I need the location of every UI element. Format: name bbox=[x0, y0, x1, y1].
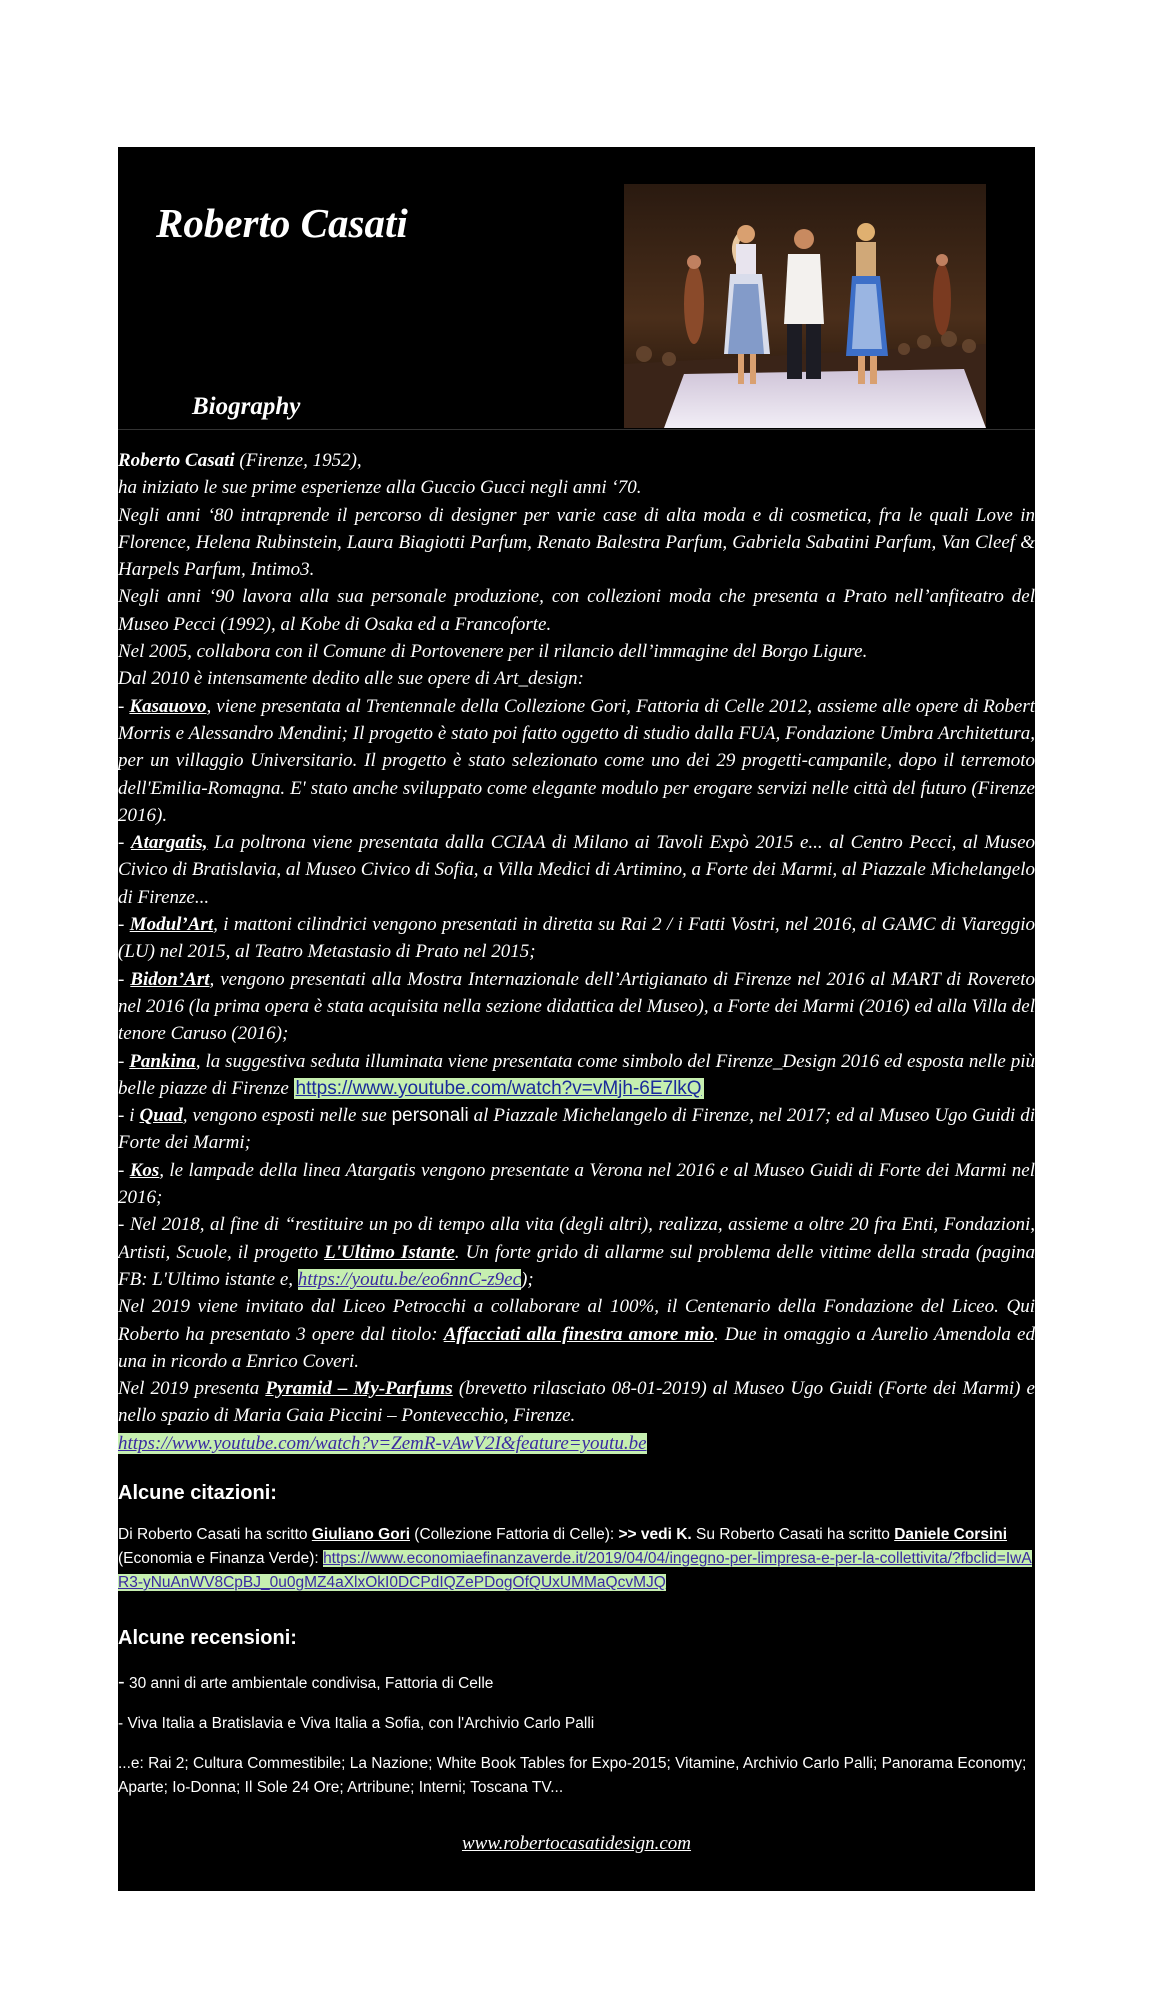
cite-text: Su Roberto Casati ha scritto bbox=[691, 1526, 895, 1543]
work-text: , i mattoni cilindrici vengono presentati in diretta su Rai 2 / i Fatti Vostri, nel 2016, al GAMC di Viareggio (LU) nel 2015, al Teatro Metastasio di Prato nel 2015; bbox=[118, 914, 1035, 963]
review-item: - Viva Italia a Bratislavia e Viva Italia a Sofia, con l'Archivio Carlo Palli bbox=[118, 1715, 595, 1732]
header bbox=[118, 147, 1035, 429]
citazioni-section bbox=[118, 1482, 1035, 1595]
cite-text: (Collezione Fattoria di Celle): bbox=[410, 1526, 619, 1543]
review-text: 30 anni di arte ambientale condivisa, Fattoria di Celle bbox=[124, 1675, 494, 1692]
biography-text bbox=[118, 447, 1035, 1457]
work-text: Nel 2019 presenta bbox=[118, 1378, 266, 1400]
youtube-link[interactable]: https://www.youtube.com/watch?v=ZemR-vAwV2I&feature=youtu.be bbox=[118, 1432, 647, 1454]
review-dash: - bbox=[118, 1671, 125, 1693]
work-title-link[interactable]: Pyramid – My-Parfums bbox=[265, 1378, 453, 1400]
work-title-link[interactable]: Kos bbox=[129, 1159, 160, 1181]
work-text: al Piazzale Michelangelo di Firenze, nel 2017; ed al Museo Ugo Guidi di Forte dei Marmi; bbox=[118, 1105, 1035, 1154]
section-heading: Biography bbox=[192, 393, 301, 420]
work-text: , la suggestiva seduta illuminata viene presentata come simbolo del Firenze_Design 2016 ed esposta nelle più belle piazze di Firenze bbox=[118, 1050, 1035, 1099]
work-ultimo-istante bbox=[118, 1211, 1035, 1293]
gori-link[interactable]: Giuliano Gori bbox=[311, 1526, 410, 1543]
recensioni-heading: Alcune recensioni: bbox=[118, 1627, 297, 1649]
work-modulart: - Modul’Art, i mattoni cilindrici vengono presentati in diretta su Rai 2 / i Fatti Vostri, nel 2016, al GAMC di Viareggio (LU) nel 2015, al Teatro Metastasio di Prato nel 2015; bbox=[118, 914, 1035, 963]
review-item bbox=[118, 1670, 1035, 1696]
work-pankina: - Pankina, la suggestiva seduta illuminata viene presentata come simbolo del Firenze_Design 2016 ed esposta nelle più belle piazze di Firenze https://www.youtube.com/watch?v=vMjh-6E7lkQ bbox=[118, 1050, 1035, 1099]
work-title-link[interactable]: Pankina bbox=[129, 1050, 196, 1072]
citazioni-text bbox=[118, 1523, 1035, 1595]
page-title: Roberto Casati bbox=[156, 200, 408, 246]
work-pyramid bbox=[118, 1375, 1035, 1430]
youtube-link[interactable]: https://www.youtube.com/watch?v=vMjh-6E7lkQ bbox=[295, 1077, 702, 1099]
review-item: ...e: Rai 2; Cultura Commestibile; La Nazione; White Book Tables for Expo-2015; Vitamine, Archivio Carlo Palli; Panorama Economy; Aparte; Io-Donna; Il Sole 24 Ore; Artribune; Interni; Toscana TV... bbox=[118, 1755, 1027, 1796]
vedi-link[interactable]: >> vedi K. bbox=[618, 1526, 692, 1543]
work-text: , viene presentata al Trentennale della Collezione Gori, Fattoria di Celle 2012, assieme alle opere di Robert Morris e Alessandro Mendini; Il progetto è stato poi fatto oggetto di studio dalla FUA, Fondazione Umbra Architettura, per un villaggio Universitario. Il progetto è stato selezionato come uno dei 29 progetti-campanile, dopo il terremoto dell'Emilia-Romagna. E' stato anche sviluppato come elegante modulo per erogare servizi nelle città del futuro (Firenze 2016). bbox=[118, 695, 1035, 826]
work-bidonart: - Bidon’Art, vengono presentati alla Mostra Internazionale dell’Artigianato di Firenze nel 2016 al MART di Rovereto nel 2016 (la prima opera è stata acquisita nella sezione didattica del Museo), a Forte dei Marmi (2016) ed alla Villa del tenore Caruso (2016); bbox=[118, 968, 1036, 1045]
website-link[interactable]: www.robertocasatidesign.com bbox=[461, 1833, 692, 1854]
work-text: , vengono presentati alla Mostra Internazionale dell’Artigianato di Firenze nel 2016 al MART di Rovereto nel 2016 (la prima opera è stata acquisita nella sezione didattica del Museo), a Forte dei Marmi (2016) ed alla Villa del tenore Caruso (2016); bbox=[118, 968, 1036, 1045]
runway-photo bbox=[624, 184, 986, 428]
bio-line bbox=[118, 447, 1035, 474]
divider bbox=[118, 429, 1035, 430]
bio-line: Dal 2010 è intensamente dedito alle sue opere di Art_design: bbox=[118, 668, 584, 690]
work-text: , le lampade della linea Atargatis vengono presentate a Verona nel 2016 e al Museo Guidi di Forte dei Marmi nel 2016; bbox=[118, 1159, 1036, 1209]
article-link[interactable]: https://www.economiaefinanzaverde.it/2019/04/04/ingegno-per-limpresa-e-per-la-collettivita/?fbclid=IwAR3-yNuAnWV8CpBJ_0u0gMZ4aXlxOkI0DCPdIQZePDogOfQUxUMMaQcvMJQ bbox=[118, 1550, 1032, 1591]
work-text: - Nel 2018, al fine di “restituire un po di tempo alla vita (degli altri), realizza, assieme a oltre 20 fra Enti, Fondazioni, Artisti, Scuole, il progetto bbox=[118, 1214, 1035, 1263]
work-title-link[interactable]: Kasauovo bbox=[129, 695, 207, 717]
cite-text: (Economia e Finanza Verde): bbox=[118, 1550, 324, 1567]
youtube-link[interactable]: https://youtu.be/eo6nnC-z9ec bbox=[297, 1268, 522, 1290]
work-title-link[interactable]: Atargatis, bbox=[130, 832, 208, 854]
work-text: . Due in omaggio a Aurelio Amendola ed una in ricordo a Enrico Coveri. bbox=[118, 1323, 1035, 1372]
work-text: , vengono esposti nelle sue bbox=[182, 1105, 392, 1127]
work-kos: - Kos, le lampade della linea Atargatis vengono presentate a Verona nel 2016 e al Museo Guidi di Forte dei Marmi nel 2016; bbox=[118, 1159, 1036, 1209]
work-liceo bbox=[118, 1293, 1035, 1375]
work-pyramid-link-line bbox=[118, 1430, 1035, 1457]
bio-line: Negli anni ‘90 lavora alla sua personale produzione, con collezioni moda che presenta a Prato nell’anfiteatro del Museo Pecci (1992), al Kobe di Osaka ed a Francoforte. bbox=[118, 586, 1035, 635]
recensioni-section bbox=[118, 1627, 1035, 1800]
bio-line: Negli anni ‘80 intraprende il percorso di designer per varie case di alta moda e di cosmetica, fra le quali Love in Florence, Helena Rubinstein, Laura Biagiotti Parfum, Renato Balestra Parfum, Gabriela Sabatini Parfum, Van Cleef & Harpels Parfum, Intimo3. bbox=[118, 504, 1035, 581]
work-prefix: - i bbox=[118, 1105, 140, 1127]
work-text: ); bbox=[521, 1268, 534, 1290]
biography-page bbox=[118, 147, 1035, 1891]
work-atargatis: - Atargatis, La poltrona viene presentata dalla CCIAA di Milano ai Tavoli Expò 2015 e... al Centro Pecci, al Museo Civico di Bratislavia, al Museo Civico di Sofia, a Villa Medici di Artimino, a Forte dei Marmi, al Piazzale Michelangelo di Firenze... bbox=[118, 832, 1036, 908]
bio-line: Nel 2005, collabora con il Comune di Portovenere per il rilancio dell’immagine del Borgo Ligure. bbox=[118, 641, 868, 663]
work-title-link[interactable]: Quad bbox=[139, 1105, 183, 1127]
work-text: . Un forte grido di allarme sul problema delle vittime della strada (pagina FB: L'Ultimo istante e, bbox=[118, 1241, 1035, 1290]
citazioni-heading: Alcune citazioni: bbox=[118, 1482, 277, 1504]
work-text: Nel 2019 viene invitato dal Liceo Petrocchi a collaborare al 100%, il Centenario della Fondazione del Liceo. Qui Roberto ha presentato 3 opere dal titolo: bbox=[118, 1296, 1035, 1345]
corsini-link[interactable]: Daniele Corsini bbox=[894, 1526, 1008, 1543]
bio-line: ha iniziato le sue prime esperienze alla Guccio Gucci negli anni ‘70. bbox=[118, 477, 642, 499]
work-title-link[interactable]: Affacciati alla finestra amore mio bbox=[443, 1323, 714, 1345]
work-text: La poltrona viene presentata dalla CCIAA di Milano ai Tavoli Expò 2015 e... al Centro Pecci, al Museo Civico di Bratislavia, al Museo Civico di Sofia, a Villa Medici di Artimino, a Forte dei Marmi, al Piazzale Michelangelo di Firenze... bbox=[118, 832, 1036, 908]
work-quad bbox=[118, 1102, 1035, 1157]
cite-text: Di Roberto Casati ha scritto bbox=[118, 1526, 312, 1543]
bio-name: Roberto Casati bbox=[118, 450, 235, 471]
work-title-link[interactable]: Bidon’Art bbox=[130, 968, 210, 990]
work-title-link[interactable]: L'Ultimo Istante bbox=[324, 1241, 455, 1263]
work-kasauovo: - Kasauovo, viene presentata al Trentennale della Collezione Gori, Fattoria di Celle 2012, assieme alle opere di Robert Morris e Alessandro Mendini; Il progetto è stato poi fatto oggetto di studio dalla FUA, Fondazione Umbra Architettura, per un villaggio Universitario. Il progetto è stato selezionato come uno dei 29 progetti-campanile, dopo il terremoto dell'Emilia-Romagna. E' stato anche sviluppato come elegante modulo per erogare servizi nelle città del futuro (Firenze 2016). bbox=[118, 695, 1035, 826]
bio-birth: (Firenze, 1952), bbox=[234, 450, 362, 471]
work-text: (brevetto rilasciato 08-01-2019) al Museo Ugo Guidi (Forte dei Marmi) e nello spazio di Maria Gaia Piccini – Pontevecchio, Firenze. bbox=[118, 1378, 1035, 1427]
work-text: personali bbox=[391, 1105, 469, 1127]
work-title-link[interactable]: Modul’Art bbox=[129, 914, 214, 936]
